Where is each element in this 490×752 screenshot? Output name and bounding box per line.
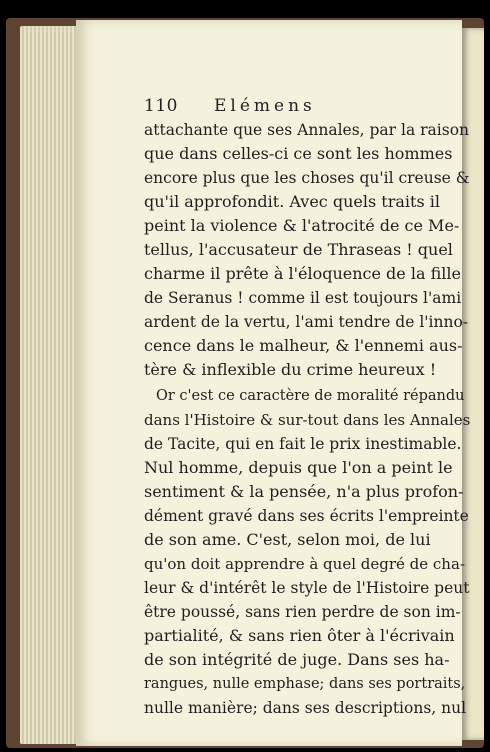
text-line: charme il prête à l'éloquence de la fille xyxy=(144,264,461,283)
text-line: qu'on doit apprendre à quel degré de cha- xyxy=(144,555,465,573)
text-line: ardent de la vertu, l'ami tendre de l'inno- xyxy=(144,313,469,331)
text-line: peint la violence & l'atrocité de ce Me- xyxy=(144,216,460,235)
text-line: de Seranus ! comme il est toujours l'ami xyxy=(144,289,462,307)
text-line: de son ame. C'est, selon moi, de lui xyxy=(144,530,431,549)
page-number: 110 xyxy=(144,96,178,116)
text-line: rangues, nulle emphase; dans ses portraits, xyxy=(144,676,466,692)
text-line: tellus, l'accusateur de Thraseas ! quel xyxy=(144,240,453,259)
text-line: leur & d'intérêt le style de l'Histoire peut xyxy=(144,579,470,597)
text-line: sentiment & la pensée, n'a plus profon- xyxy=(144,482,464,501)
text-line: être poussé, sans rien perdre de son im- xyxy=(144,603,461,621)
text-line: attachante que ses Annales, par la raison xyxy=(144,121,470,139)
text-line: de son intégrité de juge. Dans ses ha- xyxy=(144,650,450,669)
text-line: que dans celles-ci ce sont les hommes xyxy=(144,144,453,163)
text-line: nulle manière; dans ses descriptions, nul xyxy=(144,699,467,717)
text-line: partialité, & sans rien ôter à l'écrivain xyxy=(144,626,455,645)
text-line: cence dans le malheur, & l'ennemi aus- xyxy=(144,336,463,355)
text-line: qu'il approfondit. Avec quels traits il xyxy=(144,192,440,211)
running-title: Elémens xyxy=(214,96,316,116)
text-line: Or c'est ce caractère de moralité répandu xyxy=(156,388,465,404)
text-line: encore plus que les choses qu'il creuse & xyxy=(144,169,470,187)
text-line: dans l'Histoire & sur-tout dans les Annales xyxy=(144,411,471,429)
text-line: de Tacite, qui en fait le prix inestimable. xyxy=(144,435,462,453)
text-line: dément gravé dans ses écrits l'empreinte xyxy=(144,507,469,525)
running-head xyxy=(144,96,474,120)
text-line: Nul homme, depuis que l'on a peint le xyxy=(144,458,453,477)
text-line: tère & inflexible du crime heureux ! xyxy=(144,360,437,379)
